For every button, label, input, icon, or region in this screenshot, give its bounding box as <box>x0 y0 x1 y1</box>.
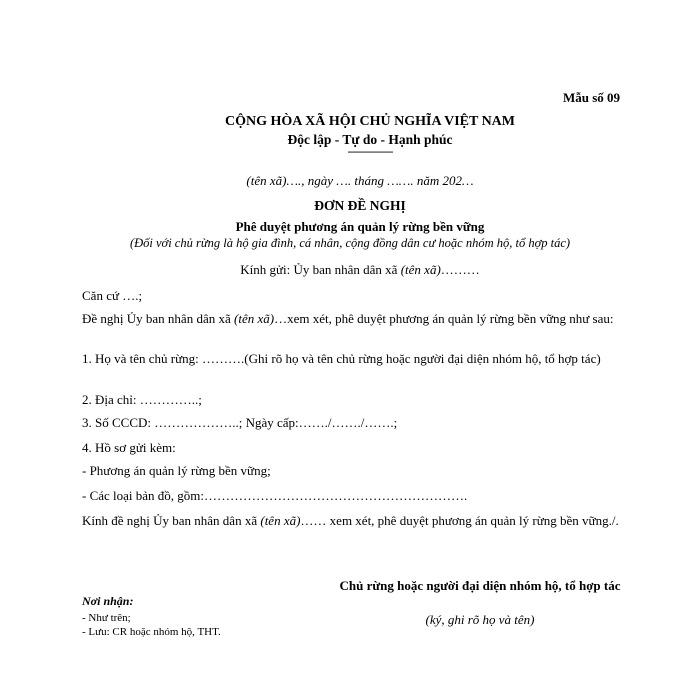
header-divider: --------------- <box>347 144 393 158</box>
closing-paragraph <box>82 512 622 529</box>
request-suffix: …xem xét, phê duyệt phương án quản lý rừng bền vững như sau: <box>274 311 614 326</box>
recipients-title: Nơi nhận: <box>82 594 134 608</box>
item-attachments: 4. Hồ sơ gửi kèm: <box>82 440 176 455</box>
document-subtitle: Phê duyệt phương án quản lý rừng bền vững <box>235 219 485 234</box>
signature-note: (ký, ghi rõ họ và tên) <box>425 612 535 627</box>
addressee-prefix: Kính gửi: Ủy ban nhân dân xã <box>240 262 401 277</box>
item-id-card: 3. Số CCCD: ………………..; Ngày cấp:……./……./…….; <box>82 415 398 430</box>
form-number: Mẫu số 09 <box>562 90 620 105</box>
basis-line: Căn cứ ….; <box>82 288 143 303</box>
national-title: CỘNG HÒA XÃ HỘI CHỦ NGHĨA VIỆT NAM <box>224 114 515 129</box>
addressee-name: (tên xã) <box>400 262 441 277</box>
item-address: 2. Địa chỉ: …………..; <box>82 392 202 407</box>
request-name: (tên xã) <box>234 311 275 326</box>
request-prefix: Đề nghị Ủy ban nhân dân xã <box>82 311 234 326</box>
recipient-line: - Như trên; <box>82 612 131 624</box>
closing-suffix: …… xem xét, phê duyệt phương án quản lý rừng bền vững./. <box>300 513 619 528</box>
attachment-maps: - Các loại bản đồ, gồm:……………………………………………………. <box>82 488 468 503</box>
recipient-line: - Lưu: CR hoặc nhóm hộ, THT. <box>82 626 221 638</box>
addressee <box>50 262 670 278</box>
request-paragraph <box>82 310 622 327</box>
document-title: ĐƠN ĐỀ NGHỊ <box>314 198 406 213</box>
national-motto: Độc lập - Tự do - Hạnh phúc <box>287 132 453 147</box>
item-owner-name: 1. Họ và tên chủ rừng: ……….(Ghi rõ họ và tên chủ rừng hoặc người đại diện nhóm hộ, tổ hợp tác) <box>82 351 601 366</box>
signature-title: Chủ rừng hoặc người đại diện nhóm hộ, tổ hợp tác <box>339 578 621 593</box>
subtitle-note: (Đối với chủ rừng là hộ gia đình, cá nhân, cộng đồng dân cư hoặc nhóm hộ, tổ hợp tác) <box>129 236 571 250</box>
closing-name: (tên xã) <box>260 513 301 528</box>
place-date: (tên xã)…., ngày …. tháng ……. năm 202… <box>246 173 474 188</box>
addressee-suffix: ……… <box>440 262 480 277</box>
closing-prefix: Kính đề nghị Ủy ban nhân dân xã <box>82 513 261 528</box>
attachment-plan: - Phương án quản lý rừng bền vững; <box>82 463 271 478</box>
